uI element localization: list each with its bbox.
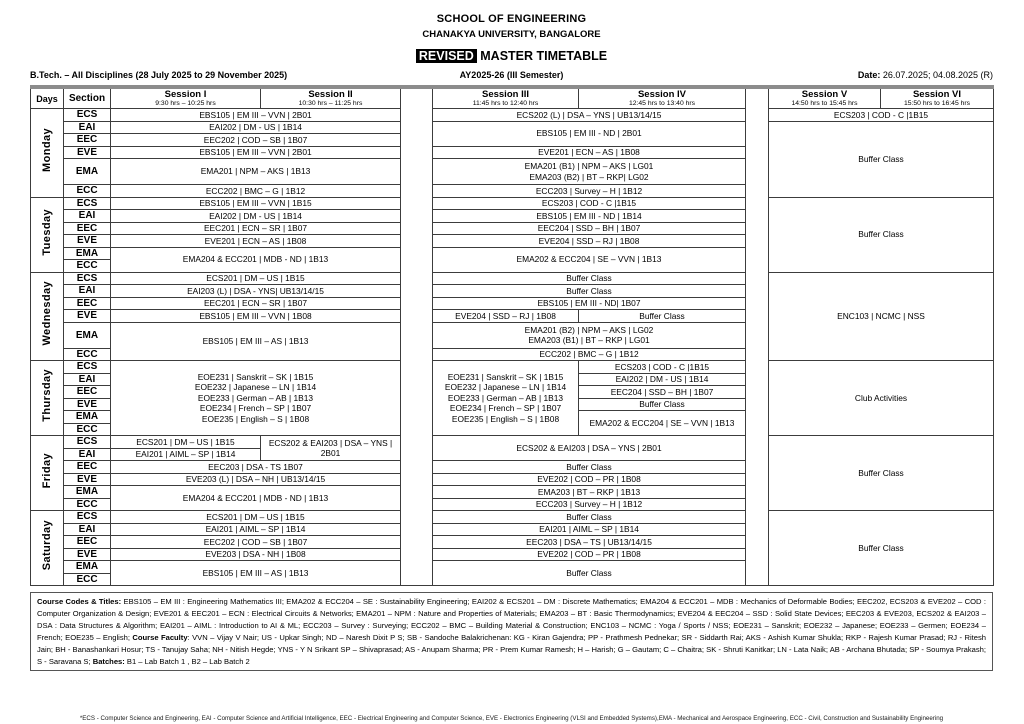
break-column (401, 87, 433, 586)
lunch-break-label: LUNCH BREAK – 13:40 hrs to 14:50 hrs (70 Minutes) (753, 242, 761, 427)
session-cell: ECS201 | DM – US | 1B15 (111, 511, 401, 524)
date-value: 26.07.2025; 04.08.2025 (R) (880, 70, 993, 80)
session-cell: ECS201 | DM – US | 1B15 (111, 436, 261, 449)
section-label: ECC (64, 348, 111, 361)
session-cell: ENC103 | NCMC | NSS (769, 272, 994, 361)
session-cell: EEC201 | ECN – SR | 1B07 (111, 297, 401, 310)
session-5-header: Session V 14:50 hrs to 15:45 hrs (769, 87, 881, 109)
session-2-header: Session II 10:30 hrs – 11:25 hrs (261, 87, 401, 109)
session-cell: Buffer Class (579, 398, 746, 411)
day-label: Thursday (31, 361, 64, 436)
session-cell: ECC202 | BMC – G | 1B12 (111, 185, 401, 198)
session-cell: EBS105 | EM III – VVN | 2B01 (111, 109, 401, 122)
section-label: ECS (64, 361, 111, 374)
section-label: EEC (64, 297, 111, 310)
session-cell: EMA203 | BT – RKP | 1B13 (433, 486, 746, 499)
school-name: SCHOOL OF ENGINEERING (436, 13, 587, 25)
section-label: ECS (64, 272, 111, 285)
subtitle-row (30, 70, 993, 83)
day-label: Monday (31, 109, 64, 198)
session-cell: EEC204 | SSD – BH | 1B07 (433, 222, 746, 235)
date-label: Date: (857, 70, 881, 80)
session-cell: EBS105 | EM III - ND| 1B07 (433, 297, 746, 310)
session-cell: EMA201 (B1) | NPM – AKS | LG01 EMA203 (B2) | BT – RKP| LG02 (433, 159, 746, 185)
session-cell: Buffer Class (769, 121, 994, 197)
section-label: EEC (64, 134, 111, 147)
session-cell: EAI203 (L) | DSA - YNS| UB13/14/15 (111, 285, 401, 298)
section-label: ECS (64, 197, 111, 210)
session-cell: EBS105 | EM III – VVN | 1B15 (111, 197, 401, 210)
session-cell: EOE231 | Sanskrit – SK | 1B15 EOE232 | Japanese – LN | 1B14 EOE233 | German – AB | 1B13 EOE234 | French – SP | 1B07 EOE235 | English – S | 1B08 (111, 361, 401, 436)
university-name: CHANAKYA UNIVERSITY, BANGALORE (422, 29, 601, 40)
session-6-header: Session VI 15:50 hrs to 16:45 hrs (881, 87, 994, 109)
session-cell: EAI201 | AIML – SP | 1B14 (433, 523, 746, 536)
section-label: EVE (64, 548, 111, 561)
header-row (31, 87, 994, 109)
session-cell: EBS105 | EM III – VVN | 1B08 (111, 310, 401, 323)
lunch-break-column (746, 87, 769, 586)
session-cell: Buffer Class (769, 197, 994, 272)
section-label: EVE (64, 473, 111, 486)
section-label: ECS (64, 109, 111, 122)
session-3-header: Session III 11:45 hrs to 12:40 hrs (433, 87, 579, 109)
section-label: ECC (64, 260, 111, 273)
section-label: EVE (64, 310, 111, 323)
day-label: Friday (31, 436, 64, 511)
session-cell: Buffer Class (433, 461, 746, 474)
session-cell: EMA201 (B2) | NPM – AKS | LG02 EMA203 (B1) | BT – RKP | LG01 (433, 322, 746, 348)
break-label: BREAK – 11:25 hrs to 11:45 hrs (20 Minutes) (413, 256, 420, 413)
session-cell: EEC204 | SSD – BH | 1B07 (579, 386, 746, 399)
session-cell: EVE201 | ECN – AS | 1B08 (111, 235, 401, 248)
session-cell: EVE201 | ECN – AS | 1B08 (433, 146, 746, 159)
timetable-row (31, 511, 994, 524)
day-label: Tuesday (31, 197, 64, 272)
timetable-row (31, 197, 994, 210)
legend-label: Course Faculty (132, 632, 188, 642)
session-4-header: Session IV 12:45 hrs to 13:40 hrs (579, 87, 746, 109)
session-cell: ECC203 | Survey – H | 1B12 (433, 185, 746, 198)
session-cell: ECS203 | COD - C |1B15 (769, 109, 994, 122)
session-cell: Buffer Class (433, 561, 746, 586)
section-header: Section (64, 87, 111, 109)
section-label: ECC (64, 498, 111, 511)
section-label: ECC (64, 573, 111, 586)
session-cell: EEC203 | DSA – TS | UB13/14/15 (433, 536, 746, 549)
session-cell: EMA202 & ECC204 | SE – VVN | 1B13 (579, 411, 746, 436)
section-label: ECS (64, 511, 111, 524)
session-cell: EBS105 | EM III – AS | 1B13 (111, 561, 401, 586)
section-label: EEC (64, 222, 111, 235)
session-cell: EOE231 | Sanskrit – SK | 1B15 EOE232 | Japanese – LN | 1B14 EOE233 | German – AB | 1B13 EOE234 | French – SP | 1B07 EOE235 | English – S | 1B08 (433, 361, 579, 436)
session-cell: EMA201 | NPM – AKS | 1B13 (111, 159, 401, 185)
section-label: EMA (64, 561, 111, 574)
legend-label: Batches: (92, 656, 127, 666)
session-cell: EBS105 | EM III - ND | 1B14 (433, 210, 746, 223)
program-subtitle: B.Tech. – All Disciplines (28 July 2025 to 29 November 2025) (30, 70, 288, 80)
timetable-body (31, 87, 994, 586)
session-cell: EBS105 | EM III – VVN | 2B01 (111, 146, 401, 159)
session-cell: Buffer Class (579, 310, 746, 323)
session-cell: EEC202 | COD – SB | 1B07 (111, 134, 401, 147)
section-label: ECC (64, 185, 111, 198)
session-cell: EAI201 | AIML – SP | 1B14 (111, 523, 401, 536)
session-cell: EEC203 | DSA - TS 1B07 (111, 461, 401, 474)
session-cell: EMA204 & ECC201 | MDB - ND | 1B13 (111, 486, 401, 511)
section-label: EVE (64, 146, 111, 159)
timetable (30, 85, 994, 586)
section-label: EAI (64, 523, 111, 536)
course-legend (30, 592, 993, 671)
session-cell: EBS105 | EM III - ND | 2B01 (433, 121, 746, 146)
session-cell: EAI202 | DM - US | 1B14 (579, 373, 746, 386)
session-cell: EAI201 | AIML – SP | 1B14 (111, 448, 261, 461)
session-cell: ECS202 (L) | DSA – YNS | UB13/14/15 (433, 109, 746, 122)
session-cell: Buffer Class (769, 436, 994, 511)
section-label: EVE (64, 398, 111, 411)
section-label: ECS (64, 436, 111, 449)
session-cell: EMA204 & ECC201 | MDB - ND | 1B13 (111, 247, 401, 272)
legend-text: EBS105 – EM III : Engineering Mathematics III; EMA202 & ECC204 – SE : Sustainability Engineering; EAI202 & ECS201 – DM : Discrete Mathematics; EMA204 & ECC201 – MDB : Mechanics of Deformable Bodies; EEC202, ECS203 & EVE202 – COD : Computer Organization & Design; EVE201 & EEC201 – ECN : Electrical Circuits & Networks; EMA201 – NPM : Nature and Properties of Materials; EMA203 – BT : Basic Thermodynamics; EVE204 & EEC204 – SSD : Solid State Devices; EEC203 & EVE203, ECS202 & EAI203 – DSA : Data Structures & Algorithm; EAI201 – AIML : Introduction to AI & ML; ECC203 – Survey : Surveying; ECC202 – BMC – Building Material & Construction; ENC103 – NCMC : Yoga / Sports / NSS; EOE231 – Sanskrit; EOE232 – Japanese; EOE233 – Germen; EOE234 – French; EOE235 – English; (37, 597, 986, 642)
session-cell: EVE204 | SSD – RJ | 1B08 (433, 310, 579, 323)
day-label: Wednesday (31, 272, 64, 361)
session-cell: ECS202 & EAI203 | DSA – YNS | 2B01 (433, 436, 746, 461)
session-cell: ECC203 | Survey – H | 1B12 (433, 498, 746, 511)
section-label: EEC (64, 461, 111, 474)
session-cell: EEC201 | ECN – SR | 1B07 (111, 222, 401, 235)
section-label: EMA (64, 159, 111, 185)
session-cell: Buffer Class (433, 285, 746, 298)
session-cell: EBS105 | EM III – AS | 1B13 (111, 322, 401, 361)
section-label: EAI (64, 210, 111, 223)
section-label: EEC (64, 536, 111, 549)
timetable-row (31, 436, 994, 449)
date-line (858, 70, 993, 80)
legend-label: Course Codes & Titles: (37, 597, 124, 606)
session-cell: EAI202 | DM - US | 1B14 (111, 121, 401, 134)
section-label: EMA (64, 247, 111, 260)
session-cell: EVE202 | COD – PR | 1B08 (433, 548, 746, 561)
session-cell: ECS202 & EAI203 | DSA – YNS | 2B01 (261, 436, 401, 461)
section-label: EAI (64, 373, 111, 386)
session-cell: EMA202 & ECC204 | SE – VVN | 1B13 (433, 247, 746, 272)
session-cell: EAI202 | DM - US | 1B14 (111, 210, 401, 223)
timetable-row (31, 121, 994, 134)
session-cell: EVE204 | SSD – RJ | 1B08 (433, 235, 746, 248)
session-cell: EEC202 | COD – SB | 1B07 (111, 536, 401, 549)
session-cell: ECS203 | COD - C |1B15 (579, 361, 746, 374)
session-cell: ECS203 | COD - C |1B15 (433, 197, 746, 210)
session-cell: EVE203 | DSA - NH | 1B08 (111, 548, 401, 561)
session-cell: EVE203 (L) | DSA – NH | UB13/14/15 (111, 473, 401, 486)
page-title-rest: MASTER TIMETABLE (476, 49, 608, 63)
session-1-header: Session I 9:30 hrs – 10:25 hrs (111, 87, 261, 109)
revised-badge: REVISED (416, 49, 477, 63)
section-label: ECC (64, 423, 111, 436)
legend-text: B1 – Lab Batch 1 , B2 – Lab Batch 2 (126, 656, 250, 666)
session-cell: Buffer Class (433, 272, 746, 285)
section-label: EEC (64, 386, 111, 399)
timetable-row (31, 109, 994, 122)
page-title (30, 49, 993, 63)
semester-subtitle: AY2025-26 (III Semester) (459, 70, 564, 80)
branch-footnote: *ECS - Computer Science and Engineering, EAI - Computer Science and Artificial Intelligence, EEC - Electrical Engineering and Computer Science, EVE - Electronics Engineering (VLSI and Embedded Systems),EMA - Mechanical and Aerospace Engineering, ECC - Civil, Construction and Sustainability Engineering (79, 715, 944, 723)
section-label: EMA (64, 322, 111, 348)
section-label: EAI (64, 285, 111, 298)
section-label: EVE (64, 235, 111, 248)
session-cell: EVE202 | COD – PR | 1B08 (433, 473, 746, 486)
session-cell: Buffer Class (433, 511, 746, 524)
session-cell: ECC202 | BMC – G | 1B12 (433, 348, 746, 361)
days-header: Days (31, 87, 64, 109)
section-label: EAI (64, 121, 111, 134)
section-label: EAI (64, 448, 111, 461)
legend-text: : VVN – Vijay V Nair; US - Upkar Singh; ND – Naresh Dixit P S; SB - Sandoche Balakrichenan: KG - Kiran Gajendra; PP - Prathmesh Pednekar; SR - Siddarth Rai; AKS - Ashish Kumar Shukla; RKP - Rajesh Kumar Prasad; RJ - Ritesh Jain; BH - Banashankari Hosur; TS - Tanujay Saha; NH - Nitish Hegde; YNS - Y N Srikant SP – Shivaprasad; AS - Anupam Sharma; PR - Prem Kumar Ramesh; H – Harish; G – Gautam; C – Chaitra; SK - Shruti Kanitkar; LN - Lata Naik; AB - Archana Bhutada; SP - Soumya Prakash; S - Saravana S; (37, 632, 986, 666)
session-cell: Club Activities (769, 361, 994, 436)
session-cell: ECS201 | DM – US | 1B15 (111, 272, 401, 285)
section-label: EMA (64, 411, 111, 424)
section-label: EMA (64, 486, 111, 499)
day-label: Saturday (31, 511, 64, 586)
timetable-row (31, 272, 994, 285)
session-cell: Buffer Class (769, 511, 994, 586)
timetable-row (31, 361, 994, 374)
